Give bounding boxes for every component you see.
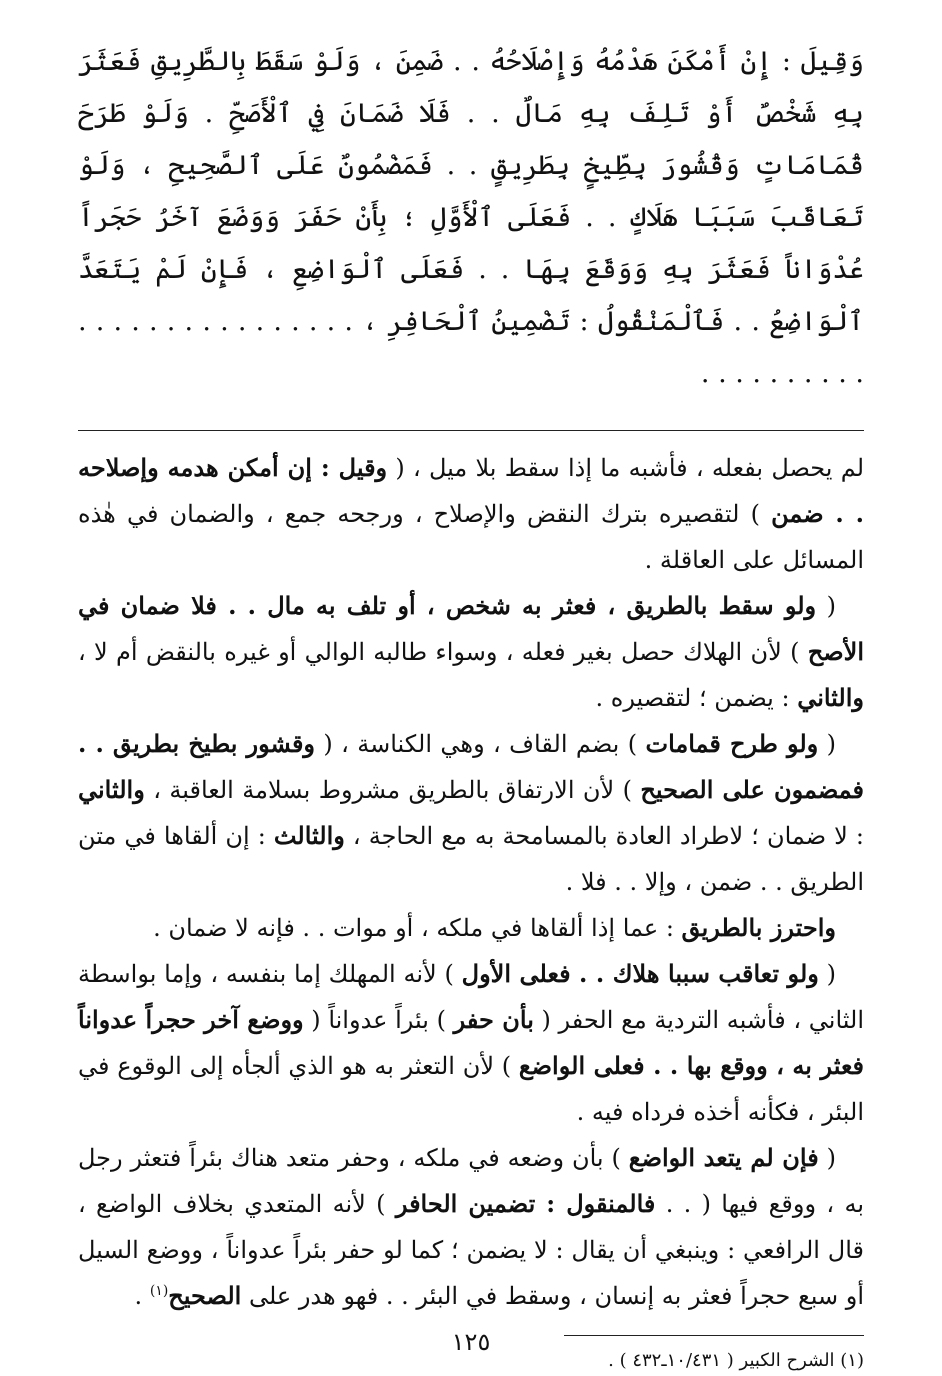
sharh-paragraph-2: ( ولو سقط بالطريق ، فعثر به شخص ، أو تلف به مال . . فلا ضمان في الأصح ) لأن الهلاك حصل بغير فعله ، وسواء طالبه الوالي أو غيره بالنقض أم لا ، والثاني : يضمن ؛ لتقصيره . <box>78 591 864 712</box>
matn-text <box>78 36 864 400</box>
footnote-text: (١) الشرح الكبير ( ١٠/٤٣١ـ٤٣٢ ) . <box>608 1350 864 1371</box>
footnote-marker[interactable]: (١) <box>149 1283 169 1299</box>
sharh-paragraph-6: ( فإن لم يتعد الواضع ) بأن وضعه في ملكه ، وحفر متعد هناك بئراً فتعثر رجل به ، ووقع فيها ( . . فالمنقول : تضمين الحافر ) لأنه المتعدي بخلاف الواضع ، قال الرافعي : وينبغي أن يقال : لا يضمن ؛ كما لو حفر بئراً عدواناً ، ووضع السيل أو سبع حجراً فعثر به إنسان ، وسقط في البئر . . فهو هدر على الصحيح$^{(١)}$ . <box>78 1143 864 1310</box>
sharh-block <box>78 445 864 1319</box>
sharh-paragraph-4: واحترز بالطريق : عما إذا ألقاها في ملكه ، أو موات . . فإنه لا ضمان . <box>153 913 836 942</box>
page <box>78 36 865 1371</box>
sharh-paragraph-3: ( ولو طرح قمامات ) بضم القاف ، وهي الكناسة ، ( وقشور بطيخ بطريق . . فمضمون على الصحيح ) لأن الارتفاق بالطريق مشروط بسلامة العاقبة ، والثاني : لا ضمان ؛ لاطراد العادة بالمسامحة به مع الحاجة ، والثالث : إن ألقاها في متن الطريق . . ضمن ، وإلا . . فلا . <box>78 729 865 896</box>
sharh-paragraph-5: ( ولو تعاقب سببا هلاك . . فعلى الأول ) لأنه المهلك إما بنفسه ، وإما بواسطة الثاني ، فأشبه التردية مع الحفر ( بأن حفر ) بئراً عدواناً ( ووضع آخر حجراً عدواناً فعثر به ، ووقع بها . . فعلى الواضع ) لأن التعثر به هو الذي ألجأه إلى الوقوع في البئر ، فكأنه أخذه فرداه فيه . <box>78 959 865 1126</box>
matn-block <box>78 36 864 400</box>
page-number: ١٢٥ <box>451 1328 491 1356</box>
separator-rule <box>78 430 864 431</box>
sharh-paragraph-1: لم يحصل بفعله ، فأشبه ما إذا سقط بلا ميل ، ( وقيل : إن أمكن هدمه وإصلاحه . . ضمن ) لتقصيره بترك النقض والإصلاح ، ورجحه جمع ، والضمان في هٰذه المسائل على العاقلة . <box>78 453 865 574</box>
matn-dots: . . . . . . . . . . . . . . . . . . . . . . . . . . <box>78 306 864 389</box>
matn-line: وَقِيلَ : إِنْ أَمْكَنَ هَدْمُهُ وَإِصْلَاحُهُ . . ضَمِنَ ، وَلَوْ سَقَطَ بِالطَّرِيقِ فَعَثَرَ بِهِ شَخْصٌ أَوْ تَلِفَ بِهِ مَالٌ . . فَلَا ضَمَانَ فِي ٱلْأَصَحِّ . وَلَوْ طَرَحَ قُمَامَاتٍ وَقُشُورَ بِطِّيخٍ بِطَرِيقٍ . . فَمَضْمُونٌ عَلَى ٱلصَّحِيحِ ، وَلَوْ تَعَاقَبَ سَبَبَا هَلَاكٍ . . فَعَلَى ٱلْأَوَّلِ ؛ بِأَنْ حَفَرَ وَوَضَعَ آخَرُ حَجَراً عُدْوَاناً فَعَثَرَ بِهِ وَوَقَعَ بِهَا . . فَعَلَى ٱلْوَاضِعِ ، فَإِنْ لَمْ يَتَعَدَّ ٱلْوَاضِعُ . . فَٱلْمَنْقُولُ : تَضْمِينُ ٱلْحَافِرِ ، <box>78 46 865 337</box>
